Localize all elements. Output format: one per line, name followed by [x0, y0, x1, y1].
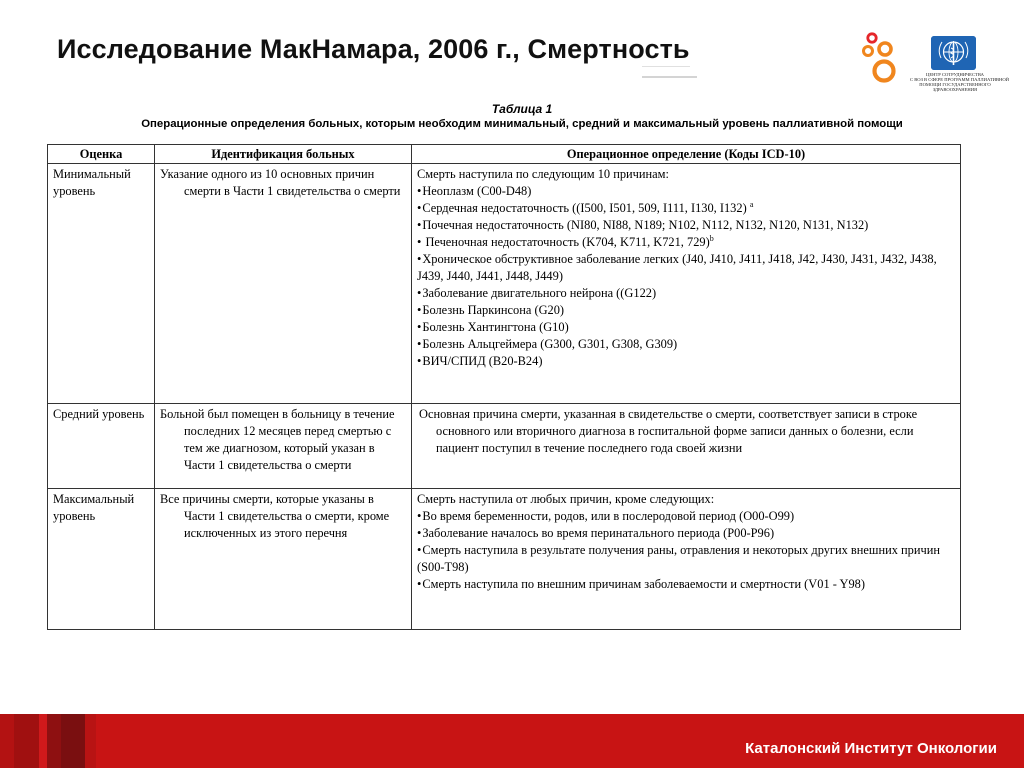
list-item: •Смерть наступила по внешним причинам заболеваемости и смертности (V01 - Y98) — [417, 577, 865, 591]
title-ghost-artifact — [642, 66, 842, 80]
definition-cell: Основная причина смерти, указанная в свидетельстве о смерти, соответствует записи в строке основного или вторичного диагноза в госпитальной форме записи данных о болезни, если пациент поступил в течение последнего года своей жизни — [412, 404, 961, 489]
definition-intro: Смерть наступила по следующим 10 причинам: — [417, 167, 669, 181]
list-item: • Печеночная недостаточность (K704, K711, K721, 729)$^b$ — [417, 233, 714, 249]
footer-institution-name: Каталонский Институт Онкологии — [745, 740, 997, 757]
footer-stripe — [39, 714, 47, 768]
table-row-maximal — [48, 489, 961, 630]
list-item: •Во время беременности, родов, или в послеродовой период (O00-O99) — [417, 509, 795, 523]
table-subtitle: Операционные определения больных, которым необходим минимальный, средний и максимальный уровень паллиативной помощи — [141, 118, 903, 130]
list-item: •Сердечная недостаточность ((I500, I501, 509, I111, I130, I132) $^a$ — [417, 199, 754, 215]
footer-stripe — [61, 714, 85, 768]
definition-intro: Смерть наступила от любых причин, кроме следующих: — [417, 492, 715, 506]
table-caption: Таблица 1 — [491, 102, 553, 116]
list-item: •Неоплазм (C00-D48) — [417, 184, 532, 198]
list-item: •Заболевание двигательного нейрона ((G122) — [417, 286, 657, 300]
header-identification: Идентификация больных — [155, 145, 412, 164]
list-item: •Заболевание началось во время перинатального периода (P00-P96) — [417, 526, 775, 540]
who-caption: ЦЕНТР СОТРУДНИЧЕСТВА С ВОЗ В СФЕРЕ ПРОГРАММ ПАЛЛИАТИВНОЙ ПОМОЩИ ГОСУДАРСТВЕННОГО ЗДРАВООХРАНЕНИЯ — [910, 72, 1010, 92]
slide-title: Исследование МакНамара, 2006 г., Смертность — [57, 34, 690, 64]
header-definition: Операционное определение (Коды ICD-10) — [412, 145, 961, 164]
footnote-marker: b — [709, 233, 714, 243]
footer-stripe — [85, 714, 96, 768]
footer-bar — [0, 714, 1024, 768]
list-item: •Хроническое обструктивное заболевание легких (J40, J410, J411, J418, J42, J430, J431, J432, J438, J439, J440, J441, J448, J449) — [417, 252, 937, 283]
table-header-row — [48, 145, 961, 164]
who-collaborating-centre-logo — [910, 36, 1010, 94]
list-item: •Болезнь Хантингтона (G10) — [417, 320, 569, 334]
level-cell: Средний уровень — [48, 404, 155, 489]
identification-cell: Указание одного из 10 основных причин смерти в Части 1 свидетельства о смерти — [155, 164, 412, 404]
list-item: •Болезнь Альцгеймера (G300, G301, G308, G309) — [417, 337, 678, 351]
level-cell: Максимальный уровень — [48, 489, 155, 630]
identification-cell: Все причины смерти, которые указаны в Части 1 свидетельства о смерти, кроме исключенных из этого перечня — [155, 489, 412, 630]
table-row-medium — [48, 404, 961, 489]
footer-stripe — [47, 714, 61, 768]
footnote-marker: a — [749, 199, 754, 209]
list-item: •Почечная недостаточность (NI80, NI88, N189; N102, N112, N132, N120, N131, N132) — [417, 218, 869, 232]
identification-cell: Больной был помещен в больницу в течение последних 12 месяцев перед смертью с тем же диагнозом, который указан в Части 1 свидетельства о смерти — [155, 404, 412, 489]
footer-stripe — [0, 714, 14, 768]
table-row-minimal — [48, 164, 961, 404]
list-item: •ВИЧ/СПИД (B20-B24) — [417, 354, 543, 368]
definitions-table — [47, 144, 961, 630]
level-cell: Минимальный уровень — [48, 164, 155, 404]
list-item: •Смерть наступила в результате получения раны, отравления и некоторых других внешних причин (S00-T98) — [417, 543, 940, 574]
who-emblem-icon — [931, 36, 976, 70]
list-item: •Болезнь Паркинсона (G20) — [417, 303, 565, 317]
definition-cell — [412, 164, 961, 404]
ico-circles-logo — [856, 30, 908, 84]
header-assessment: Оценка — [48, 145, 155, 164]
definition-cell — [412, 489, 961, 630]
footer-stripe — [14, 714, 39, 768]
